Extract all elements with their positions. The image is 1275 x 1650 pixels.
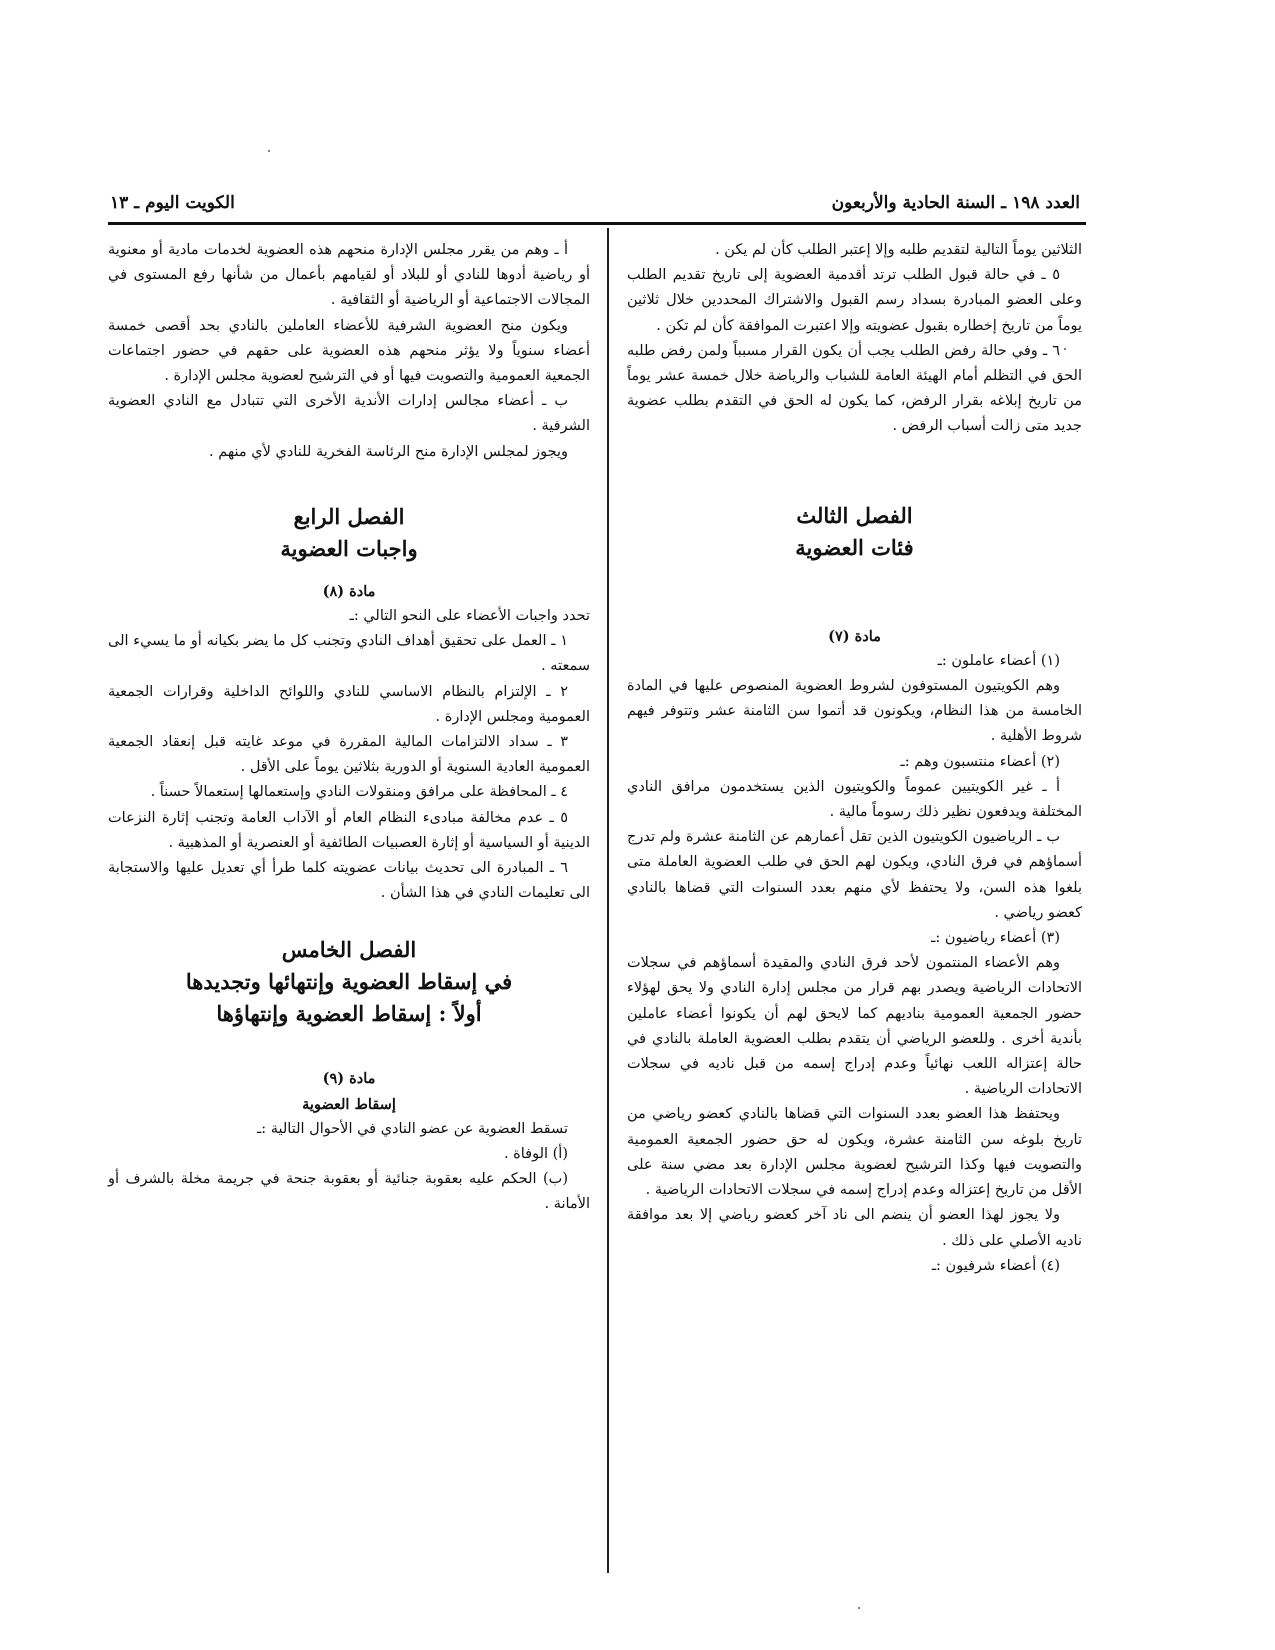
list-item: ٣ ـ سداد الالتزامات المالية المقررة في موعد غايته قبل إنعقاد الجمعية العمومية العادية السنوية أو الدورية بثلاثين يوماً على الأقل . xyxy=(108,734,590,776)
paragraph: أ ـ غير الكويتيين عموماً والكويتيون الذين يستخدمون مرافق النادي المختلفة ويدفعون نظير ذلك رسوماً مالية . xyxy=(627,778,1082,821)
paragraph: أ ـ وهم من يقرر مجلس الإدارة منحهم هذه العضوية لخدمات مادية أو معنوية أو رياضية أدوها للنادي أو للبلاد أو لقيامهم بأعمال من شأنها رفع المستوى في المجالات الاجتماعية أو الرياضية أو الثقافية . xyxy=(108,242,590,309)
left-column xyxy=(108,238,590,1218)
paragraph: ويجوز لمجلس الإدارة منح الرئاسة الفخرية للنادي لأي منهم . xyxy=(208,443,568,460)
paragraph: وهم الكويتيون المستوفون لشروط العضوية المنصوص عليها في المادة الخامسة من هذا النظام، ويكونون قد أتموا سن الثامنة عشر وتتوفر فيهم شروط الأهلية . xyxy=(627,678,1082,745)
issue-info: العدد ١٩٨ ـ السنة الحادية والأربعون xyxy=(831,193,1080,213)
article-heading: إسقاط العضوية xyxy=(302,1095,396,1113)
list-item: ١ ـ العمل على تحقيق أهداف النادي وتجنب كل ما يضر بكيانه أو ما يسيء الى سمعته . xyxy=(108,633,590,675)
right-column xyxy=(627,238,1082,1279)
category-title: (١) أعضاء عاملون :ـ xyxy=(937,652,1060,669)
page-header xyxy=(110,190,1080,216)
paragraph: الثلاثين يوماً التالية لتقديم طلبه وإلا إعتبر الطلب كأن لم يكن . xyxy=(715,242,1082,258)
column-divider xyxy=(607,228,609,1573)
category-title: (٤) أعضاء شرفيون :ـ xyxy=(931,1257,1060,1274)
scan-speck xyxy=(268,150,270,152)
paragraph: تحدد واجبات الأعضاء على النحو التالي :ـ xyxy=(349,608,590,625)
list-item: ٤ ـ المحافظة على مرافق ومنقولات النادي وإستعمالها إستعمالاً حسناً . xyxy=(150,784,568,801)
list-item: ٢ ـ الإلتزام بالنظام الاساسي للنادي واللوائح الداخلية وقرارات الجمعية العمومية ومجلس الإدارة . xyxy=(108,683,590,725)
chapter-subtitle: في إسقاط العضوية وإنتهائها وتجديدها xyxy=(185,969,513,995)
list-item: ٦ ـ المبادرة الى تحديث بيانات عضويته كلما طرأ أي تعديل عليها والاستجابة الى تعليمات النادي في هذا الشأن . xyxy=(108,860,590,902)
paragraph: ويكون منح العضوية الشرفية للأعضاء العاملين بالنادي بحد أقصى خمسة أعضاء سنوياً ولا يؤثر منحهم هذه العضوية على حقهم في حضور اجتماعات الجمعية العمومية والتصويت فيها أو في الترشيح لعضوية مجلس الإدارة . xyxy=(108,317,590,385)
paragraph: ولا يجوز لهذا العضو أن ينضم الى ناد آخر كعضو رياضي إلا بعد موافقة ناديه الأصلي على ذلك . xyxy=(627,1207,1082,1249)
category-title: (٣) أعضاء رياضيون :ـ xyxy=(931,930,1060,947)
article-number: مادة (٧) xyxy=(828,627,881,645)
paragraph: ب ـ الرياضيون الكويتيون الذين تقل أعمارهم عن الثامنة عشرة ولم تدرج أسماؤهم في فرق النادي، ويكون لهم الحق في طلب العضوية العاملة متى بلغوا هذه السن، ولا يحتفظ لأي منهم بعدد السنوات التي قضاها بالنادي كعضو رياضي . xyxy=(627,829,1082,921)
list-item: (أ) الوفاة . xyxy=(503,1146,568,1163)
chapter-title: الفصل الخامس xyxy=(281,937,417,963)
paragraph: تسقط العضوية عن عضو النادي في الأحوال التالية :ـ xyxy=(257,1120,568,1137)
scan-speck xyxy=(858,1607,860,1609)
chapter-subtitle: فئات العضوية xyxy=(795,534,914,560)
chapter-subtitle: واجبات العضوية xyxy=(280,535,418,561)
paragraph: ٥ ـ في حالة قبول الطلب ترتد أقدمية العضوية إلى تاريخ تقديم الطلب وعلى العضو المبادرة بسداد رسم القبول والاشتراك المحددين خلال ثلاثين يوماً من تاريخ إخطاره بقبول عضويته وإلا اعتبرت الموافقة كأن لم تكن . xyxy=(627,267,1082,334)
paragraph: ويحتفظ هذا العضو بعدد السنوات التي قضاها بالنادي كعضو رياضي من تاريخ بلوغه سن الثامنة عشرة، ويكون له حق حضور الجمعية العمومية والتصويت فيها وكذا الترشيح لعضوية مجلس الإدارة بعد مضي سنة على الأقل من تاريخ إعتزاله وعدم إدراج إسمه في سجلات الاتحادات الرياضية . xyxy=(627,1106,1082,1199)
article-number: مادة (٨) xyxy=(322,582,376,600)
chapter-title: الفصل الثالث xyxy=(796,502,913,528)
paragraph: ٦ ـ وفي حالة رفض الطلب يجب أن يكون القرار مسبباً ولمن رفض طلبه الحق في التظلم أمام الهيئة العامة للشباب والرياضة خلال خمسة عشر يوماً من تاريخ إبلاغه بقرار الرفض، كما يكون له الحق في التقدم بطلب عضوية جديد متى زالت أسباب الرفض . xyxy=(627,342,1082,435)
header-rule xyxy=(108,222,1086,225)
paragraph: وهم الأعضاء المنتمون لأحد فرق النادي والمقيدة أسماؤهم في سجلات الاتحادات الرياضية ويصدر بهم قرار من مجلس إدارة النادي ولا يحق لهؤلاء حضور الجمعية العمومية بناديهم كما لايحق لهم أن يكونوا أعضاء عاملين بأندية أخرى . وللعضو الرياضي أن يتقدم بطلب العضوية العاملة بالنادي في حالة إعتزاله اللعب نهائياً وعدم إدراج إسمه من قبل ناديه في سجلات الاتحادات الرياضية . xyxy=(627,955,1082,1098)
chapter-title: الفصل الرابع xyxy=(293,503,405,529)
article-number: مادة (٩) xyxy=(322,1070,376,1088)
newspaper-name-page: الكويت اليوم ـ ١٣ xyxy=(110,193,235,213)
paragraph: ب ـ أعضاء مجالس إدارات الأندية الأخرى التي تتبادل مع النادي العضوية الشرفية . xyxy=(108,393,590,435)
category-title: (٢) أعضاء منتسبون وهم :ـ xyxy=(900,753,1060,770)
list-item: (ب) الحكم عليه بعقوبة جنائية أو بعقوبة جنحة في جريمة مخلة بالشرف أو الأمانة . xyxy=(108,1171,590,1213)
list-item: ٥ ـ عدم مخالفة مبادىء النظام العام أو الآداب العامة وتجنب إثارة النزعات الدينية أو السياسية أو إثارة العصبيات الطائفية أو العنصرية أو المذهبية . xyxy=(108,809,590,851)
chapter-part: أولاً : إسقاط العضوية وإنتهاؤها xyxy=(216,1001,482,1027)
